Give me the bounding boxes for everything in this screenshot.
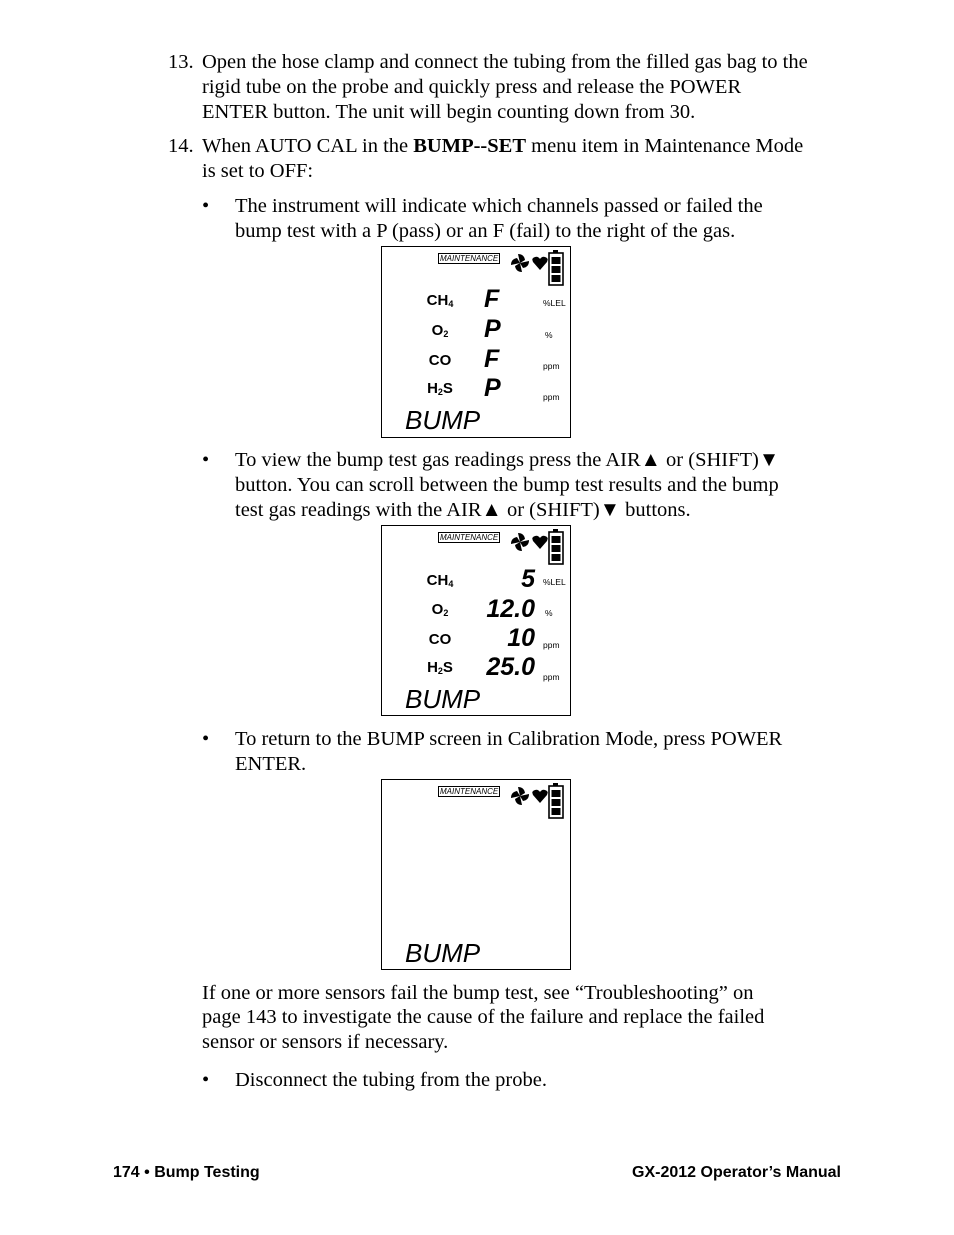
unit-h2s: ppm bbox=[543, 672, 560, 682]
menu-item-name: BUMP--SET bbox=[413, 135, 526, 157]
heart-icon bbox=[532, 536, 547, 549]
step-text-line: ENTER button. The unit will begin counting down from 30. bbox=[202, 101, 696, 123]
bullet-text-line: To return to the BUMP screen in Calibration Mode, press POWER bbox=[235, 728, 783, 750]
lcd-screen-readings bbox=[381, 525, 571, 716]
unit-h2s: ppm bbox=[543, 392, 560, 402]
maintenance-label: MAINTENANCE bbox=[440, 254, 499, 263]
gas-label-o2: $O_2$ bbox=[431, 322, 449, 339]
result-h2s: P bbox=[484, 374, 501, 402]
step-text-line: Open the hose clamp and connect the tubing from the filled gas bag to the bbox=[202, 51, 808, 73]
bullet-text-line: Disconnect the tubing from the probe. bbox=[235, 1069, 547, 1091]
bullet-symbol: • bbox=[202, 728, 210, 750]
paragraph-line: sensor or sensors if necessary. bbox=[202, 1031, 449, 1053]
unit-ch4: %LEL bbox=[543, 577, 566, 587]
step-text-line: is set to OFF: bbox=[202, 160, 314, 182]
unit-o2: % bbox=[545, 330, 553, 340]
bullet-text-line: button. You can scroll between the bump test results and the bump bbox=[235, 474, 779, 496]
step-text-post: menu item in Maintenance Mode bbox=[526, 135, 804, 157]
battery-icon bbox=[549, 529, 563, 564]
bullet-symbol: • bbox=[202, 1069, 210, 1091]
gas-label-h2s: $H_2S$ bbox=[427, 659, 453, 676]
result-ch4: F bbox=[484, 285, 500, 313]
heart-icon bbox=[532, 257, 547, 270]
lcd-screen-bump bbox=[381, 779, 571, 970]
step-number: 13. bbox=[168, 51, 194, 73]
reading-ch4: 5 bbox=[521, 565, 535, 593]
status-icons bbox=[509, 528, 571, 566]
footer-manual-title: GX-2012 Operator’s Manual bbox=[632, 1164, 841, 1181]
fan-icon bbox=[511, 533, 529, 551]
bullet-symbol: • bbox=[202, 449, 210, 471]
step-text-pre: When AUTO CAL in the bbox=[202, 135, 414, 157]
result-o2: P bbox=[484, 315, 501, 343]
gas-label-o2: $O_2$ bbox=[431, 601, 449, 618]
paragraph-line: page 143 to investigate the cause of the failure and replace the failed bbox=[202, 1006, 765, 1028]
gas-label-ch4: $CH_4$ bbox=[426, 292, 454, 309]
gas-label-co: CO bbox=[428, 631, 452, 648]
bullet-text-line: To view the bump test gas readings press the AIR▲ or (SHIFT)▼ bbox=[235, 449, 780, 471]
lcd-screen-pass-fail bbox=[381, 246, 571, 438]
battery-icon bbox=[549, 250, 563, 285]
mode-label: BUMP bbox=[405, 405, 481, 435]
maintenance-label: MAINTENANCE bbox=[440, 533, 499, 542]
step-text-line: rigid tube on the probe and quickly press and release the POWER bbox=[202, 76, 742, 98]
bullet-text-line: test gas readings with the AIR▲ or (SHIFT)▼ buttons. bbox=[235, 499, 691, 521]
gas-label-h2s: $H_2S$ bbox=[427, 380, 453, 397]
unit-o2: % bbox=[545, 608, 553, 618]
fan-icon bbox=[511, 787, 529, 805]
reading-h2s: 25.0 bbox=[486, 653, 535, 681]
mode-label: BUMP bbox=[405, 938, 481, 968]
bullet-symbol: • bbox=[202, 195, 210, 217]
fan-icon bbox=[511, 254, 529, 272]
maintenance-label: MAINTENANCE bbox=[440, 787, 499, 796]
mode-label: BUMP bbox=[405, 684, 481, 714]
status-icons bbox=[509, 782, 571, 820]
bullet-text-line: bump test with a P (pass) or an F (fail) to the right of the gas. bbox=[235, 220, 736, 242]
step-number: 14. bbox=[168, 135, 194, 157]
footer-page-label: 174 • Bump Testing bbox=[113, 1164, 260, 1181]
reading-co: 10 bbox=[507, 624, 535, 652]
paragraph-line: If one or more sensors fail the bump test, see “Troubleshooting” on bbox=[202, 982, 754, 1004]
bullet-text-line: ENTER. bbox=[235, 753, 307, 775]
gas-label-ch4: $CH_4$ bbox=[426, 572, 454, 589]
bullet-text-line: The instrument will indicate which channels passed or failed the bbox=[235, 195, 763, 217]
reading-o2: 12.0 bbox=[486, 595, 535, 623]
unit-co: ppm bbox=[543, 361, 560, 371]
result-co: F bbox=[484, 345, 500, 373]
step-text-line bbox=[202, 134, 803, 159]
status-icons bbox=[509, 249, 571, 287]
unit-ch4: %LEL bbox=[543, 298, 566, 308]
battery-icon bbox=[549, 783, 563, 818]
heart-icon bbox=[532, 790, 547, 803]
gas-label-co: CO bbox=[428, 352, 452, 369]
unit-co: ppm bbox=[543, 640, 560, 650]
